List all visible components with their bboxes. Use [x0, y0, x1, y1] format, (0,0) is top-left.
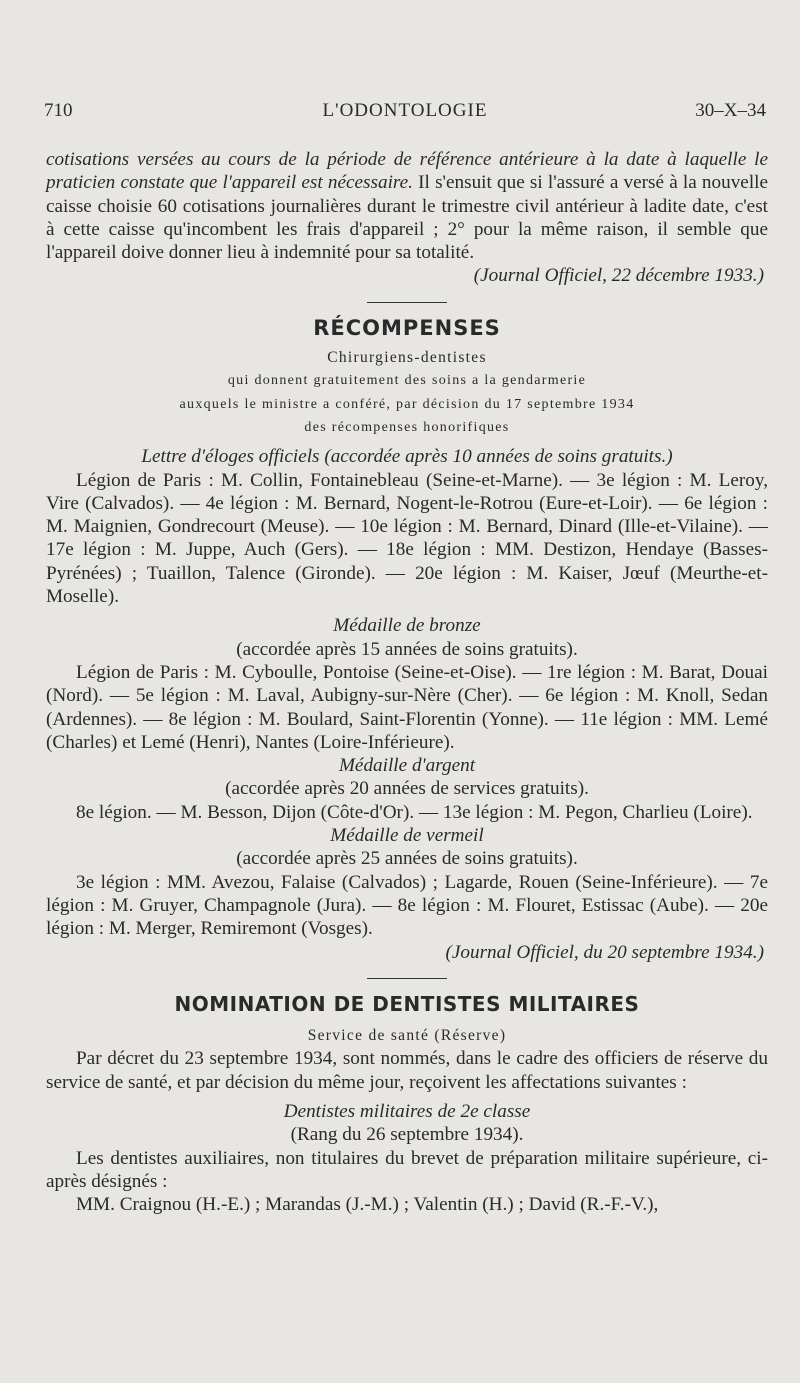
section-divider — [367, 302, 447, 303]
vermeil-title: Médaille de vermeil — [330, 825, 484, 847]
subtitle-line: des récompenses honorifiques — [304, 419, 510, 435]
nomination-title: NOMINATION DE DENTISTES MILITAIRES — [174, 991, 640, 1016]
subtitle-line: qui donnent gratuitement des soins a la gendarmerie — [227, 373, 587, 389]
recompenses-title: RÉCOMPENSES — [313, 315, 501, 340]
intro-text: Il s'ensuit que si l'assuré a versé à la nouvelle caisse choisie 60 cotisations journalières durant le trimestre civil antérieur à ladite date, c'est à cette caisse qu'incombent les frais d'appareil ; 2° pour la même raison, il semble que l'appareil doive donner lieu à indemnité pour sa totalité. — [46, 172, 768, 264]
vermeil-paragraph: 3e légion : MM. Avezou, Falaise (Calvados) ; Lagarde, Rouen (Seine-Inférieure). — 7e légion : M. Gruyer, Champagnole (Jura). — 8e légion : M. Flouret, Estissac (Aube). — 20e légion : M. Merger, Remiremont (Vosges). — [46, 871, 768, 940]
intro-paragraph — [46, 148, 768, 264]
lettre-paragraph: Légion de Paris : M. Collin, Fontainebleau (Seine-et-Marne). — 3e légion : M. Leroy, Vire (Calvados). — 4e légion : M. Bernard, Nogent-le-Rotrou (Eure-et-Loir). — 6e légion : M. Maignien, Gondrecourt (Meuse). — 10e légion : M. Bernard, Dinard (Ille-et-Vilaine). — 17e légion : M. Juppe, Auch (Gers). — 18e légion : MM. Destizon, Hendaye (Basses-Pyrénées) ; Tuaillon, Talence (Gironde). — 20e légion : M. Kaiser, Jœuf (Meurthe-et-Moselle). — [46, 469, 768, 608]
issue-date: 30–X–34 — [695, 100, 766, 121]
section-divider — [367, 978, 447, 979]
bronze-title: Médaille de bronze — [333, 615, 481, 637]
argent-paragraph: 8e légion. — M. Besson, Dijon (Côte-d'Or). — 13e légion : M. Pegon, Charlieu (Loire). — [76, 801, 753, 823]
recompenses-source: (Journal Officiel, du 20 septembre 1934.) — [445, 941, 764, 963]
subtitle-line: auxquels le ministre a conféré, par décision du 17 septembre 1934 — [179, 396, 635, 412]
bronze-paragraph: Légion de Paris : M. Cyboulle, Pontoise (Seine-et-Oise). — 1re légion : M. Barat, Douai (Nord). — 5e légion : M. Laval, Aubigny-sur-Nère (Cher). — 6e légion : M. Knoll, Sedan (Ardennes). — 8e légion : M. Boulard, Saint-Florentin (Yonne). — 11e légion : MM. Lemé (Charles) et Lemé (Henri), Nantes (Loire-Inférieure). — [46, 661, 768, 753]
intro-italic: cotisations versées au cours de la période de référence antérieure à la date à laquelle le praticien constate que l'appareil est nécessaire. — [46, 149, 768, 194]
auxiliaires-paragraph: Les dentistes auxiliaires, non titulaires du brevet de préparation militaire supérieure, ci-après désignés : — [46, 1147, 768, 1192]
intro-source: (Journal Officiel, 22 décembre 1933.) — [473, 265, 764, 287]
running-title: L'ODONTOLOGIE — [322, 100, 488, 121]
page-content — [46, 148, 768, 1216]
page-number: 710 — [44, 100, 73, 121]
vermeil-subtitle: (accordée après 25 années de soins gratuits). — [236, 848, 578, 870]
subtitle-line: Chirurgiens-dentistes — [327, 349, 487, 367]
rang-line: (Rang du 26 septembre 1934). — [290, 1124, 524, 1146]
service-heading: Service de santé (Réserve) — [307, 1027, 507, 1045]
dentistes-subheading: Dentistes militaires de 2e classe — [283, 1100, 531, 1122]
nomination-paragraph: Par décret du 23 septembre 1934, sont nommés, dans le cadre des officiers de réserve du service de santé, et par décision du même jour, reçoivent les affectations suivantes : — [46, 1048, 768, 1093]
argent-subtitle: (accordée après 20 années de services gratuits). — [225, 778, 589, 800]
lettre-heading: Lettre d'éloges officiels (accordée après 10 années de soins gratuits.) — [141, 446, 673, 468]
names-list: MM. Craignou (H.-E.) ; Marandas (J.-M.) ; Valentin (H.) ; David (R.-F.-V.), — [76, 1194, 659, 1216]
bronze-subtitle: (accordée après 15 années de soins gratuits). — [236, 638, 578, 660]
argent-title: Médaille d'argent — [338, 755, 476, 777]
page-header — [44, 100, 766, 126]
